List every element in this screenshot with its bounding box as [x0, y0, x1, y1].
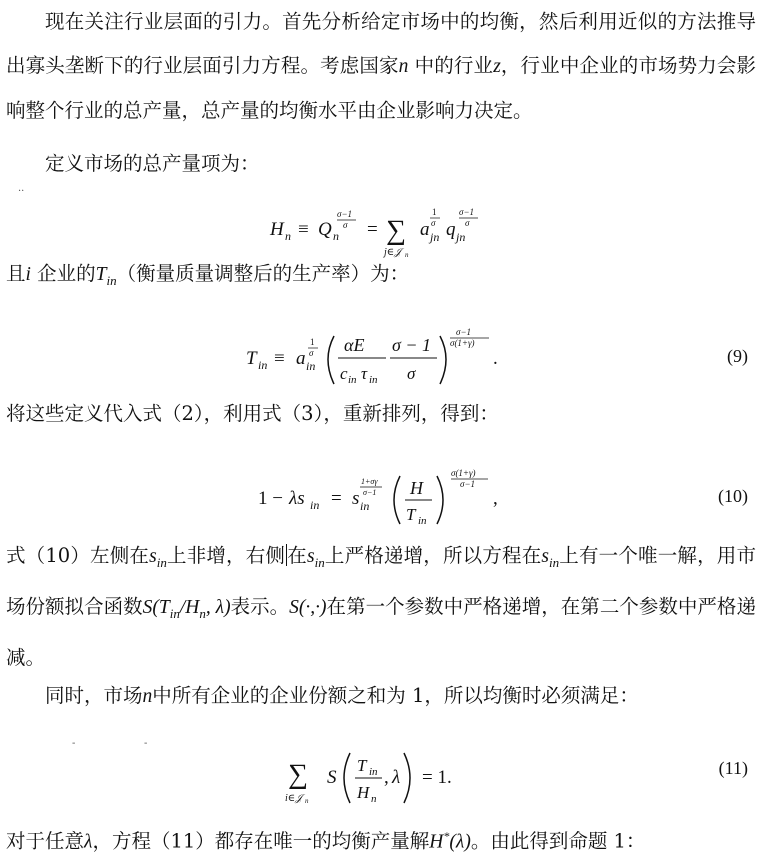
math-s-subscript: in	[549, 554, 560, 570]
text: 上非增，右侧	[166, 544, 286, 567]
svg-text:τ: τ	[361, 364, 368, 383]
paragraph-sum-shares	[6, 674, 756, 719]
svg-text:σ: σ	[465, 218, 470, 228]
svg-text:1: 1	[432, 207, 437, 217]
math-s-subscript: in	[314, 554, 325, 570]
paragraph-define-total-output	[6, 142, 756, 186]
svg-text:a: a	[420, 219, 430, 240]
svg-text:in: in	[369, 374, 378, 386]
text: 企业的	[30, 262, 96, 285]
svg-text:σ−1: σ−1	[456, 327, 472, 337]
svg-text:≡: ≡	[274, 348, 285, 369]
math-S-dot: S(·,·)	[289, 596, 327, 618]
text: 上严格递增，所以方程在	[324, 544, 542, 567]
svg-text:T: T	[357, 756, 367, 775]
svg-text:σ−1: σ−1	[363, 488, 377, 497]
math-s-subscript: in	[156, 554, 167, 570]
text: ，行业中企业的市场势力会影响整个行业的总产量，总产量的均衡水平由企业影响力决定。	[6, 54, 756, 122]
svg-text:σ − 1: σ − 1	[392, 335, 432, 355]
math-S-func: S(T	[142, 596, 170, 618]
math-n: n	[142, 686, 153, 707]
svg-text:Q: Q	[318, 219, 332, 240]
svg-text:αE: αE	[344, 335, 365, 355]
text: 中所有企业的企业份额之和为 1，所以均衡时必须满足：	[152, 684, 639, 707]
text: 在第一个参数中严格递增，在第二个参数中严格递减。	[6, 594, 756, 669]
text: 表示。	[230, 594, 290, 618]
math-T: T	[95, 264, 107, 285]
math-H: H	[429, 831, 444, 853]
text: 定义市场的总产量项为：	[45, 152, 260, 175]
paragraph-define-T	[6, 252, 756, 303]
text: 上有一个唯一解，用市场份额拟合函数	[6, 544, 756, 618]
text: 同时，市场	[45, 684, 143, 707]
math-S-func-n: n	[199, 605, 206, 621]
svg-text:in: in	[418, 515, 427, 527]
svg-text:c: c	[340, 364, 348, 383]
math-S-func-sub: in	[169, 605, 180, 621]
svg-text:1: 1	[310, 337, 315, 347]
svg-text:i∈𝒥: i∈𝒥	[285, 793, 303, 804]
svg-text:σ−1: σ−1	[460, 479, 476, 489]
svg-text:n: n	[285, 229, 291, 243]
svg-text:λs: λs	[289, 488, 305, 509]
text: 将这些定义代入式（2），利用式（3），重新排列，得到：	[6, 402, 499, 425]
text: 。由此得到命题 1：	[470, 829, 646, 853]
equation-number-9: (9)	[727, 346, 748, 366]
svg-text:∑: ∑	[288, 759, 308, 790]
equation-number-11: (11)	[718, 758, 748, 778]
svg-text:∑: ∑	[386, 215, 406, 246]
math-s: s	[541, 546, 549, 567]
svg-text:in: in	[310, 498, 320, 512]
math-s: s	[149, 546, 157, 567]
scan-mark: -	[72, 738, 76, 749]
svg-text:H: H	[357, 783, 370, 802]
svg-text:σ(1+γ): σ(1+γ)	[451, 468, 476, 478]
equation-10	[0, 460, 762, 540]
scan-mark: ··	[18, 186, 25, 197]
math-n: n	[398, 56, 409, 77]
svg-text:jn: jn	[456, 230, 466, 244]
svg-text:.: .	[493, 348, 498, 369]
svg-text:s: s	[352, 488, 360, 509]
svg-text:n: n	[305, 797, 309, 805]
svg-text:n: n	[333, 229, 339, 243]
svg-text:σ−1: σ−1	[337, 209, 353, 219]
svg-text:n: n	[405, 251, 409, 259]
text: ，方程（11）都存在唯一的均衡产量解	[92, 829, 430, 853]
text: 式（10）左侧在	[6, 544, 150, 567]
math-lambda: λ	[84, 831, 93, 853]
svg-text:≡: ≡	[298, 219, 309, 240]
paragraph-market-share	[6, 534, 756, 680]
svg-text:a: a	[296, 348, 306, 369]
svg-text:=: =	[331, 488, 342, 509]
text: 现在关注行业层面的引力。首先分析给定市场中的均衡，然后利用近似的方法推导出寡头垄断下的行业层面引力方程。考虑国家	[6, 10, 756, 77]
scan-mark: -	[144, 738, 148, 749]
svg-text:H: H	[270, 219, 284, 240]
svg-text:n: n	[371, 793, 377, 805]
svg-text:in: in	[360, 499, 370, 513]
svg-text:T: T	[406, 505, 416, 524]
svg-text:=: =	[367, 219, 378, 240]
svg-text:σ: σ	[309, 348, 314, 358]
svg-text:1+σγ: 1+σγ	[361, 477, 378, 486]
equation-number-10: (10)	[718, 486, 748, 506]
svg-text:σ−1: σ−1	[459, 207, 475, 217]
math-s: s	[306, 546, 315, 567]
text: 中的行业	[408, 54, 494, 77]
math-i: i	[25, 264, 31, 285]
math-H-arg: (λ)	[449, 831, 471, 853]
svg-text:in: in	[306, 359, 316, 373]
equation-11	[0, 738, 762, 818]
svg-text:σ: σ	[407, 364, 416, 383]
svg-text:in: in	[369, 766, 378, 778]
svg-text:T: T	[246, 348, 257, 369]
svg-text:in: in	[348, 374, 357, 386]
svg-text:in: in	[258, 358, 268, 372]
paragraph-substitute	[6, 392, 756, 436]
math-z: z	[493, 56, 501, 77]
equation-9	[0, 316, 762, 396]
math-S-func-mid: /H	[179, 596, 200, 618]
svg-text:σ: σ	[431, 218, 436, 228]
svg-text:q: q	[446, 219, 456, 240]
math-H-star: *	[443, 829, 450, 843]
paragraph-intro	[6, 0, 756, 133]
math-T-subscript: in	[106, 272, 117, 288]
svg-text:H: H	[410, 478, 423, 498]
math-S-func-end: , λ)	[205, 596, 231, 618]
svg-text:j∈𝒥: j∈𝒥	[384, 247, 402, 258]
svg-text:,: ,	[384, 767, 389, 788]
svg-text:= 1.: = 1.	[422, 767, 452, 788]
svg-text:jn: jn	[430, 230, 440, 244]
svg-text:S: S	[327, 767, 337, 788]
svg-text:λ: λ	[392, 767, 401, 788]
svg-text:1 −: 1 −	[258, 488, 283, 509]
paragraph-proposition	[6, 814, 756, 865]
svg-text:σ: σ	[343, 220, 348, 230]
text: 在	[287, 544, 307, 567]
svg-text:,: ,	[493, 488, 498, 509]
text: 且	[6, 262, 26, 285]
text: （衡量质量调整后的生产率）为：	[116, 262, 410, 285]
svg-text:σ(1+γ): σ(1+γ)	[450, 338, 475, 348]
text: 对于任意	[6, 829, 85, 853]
